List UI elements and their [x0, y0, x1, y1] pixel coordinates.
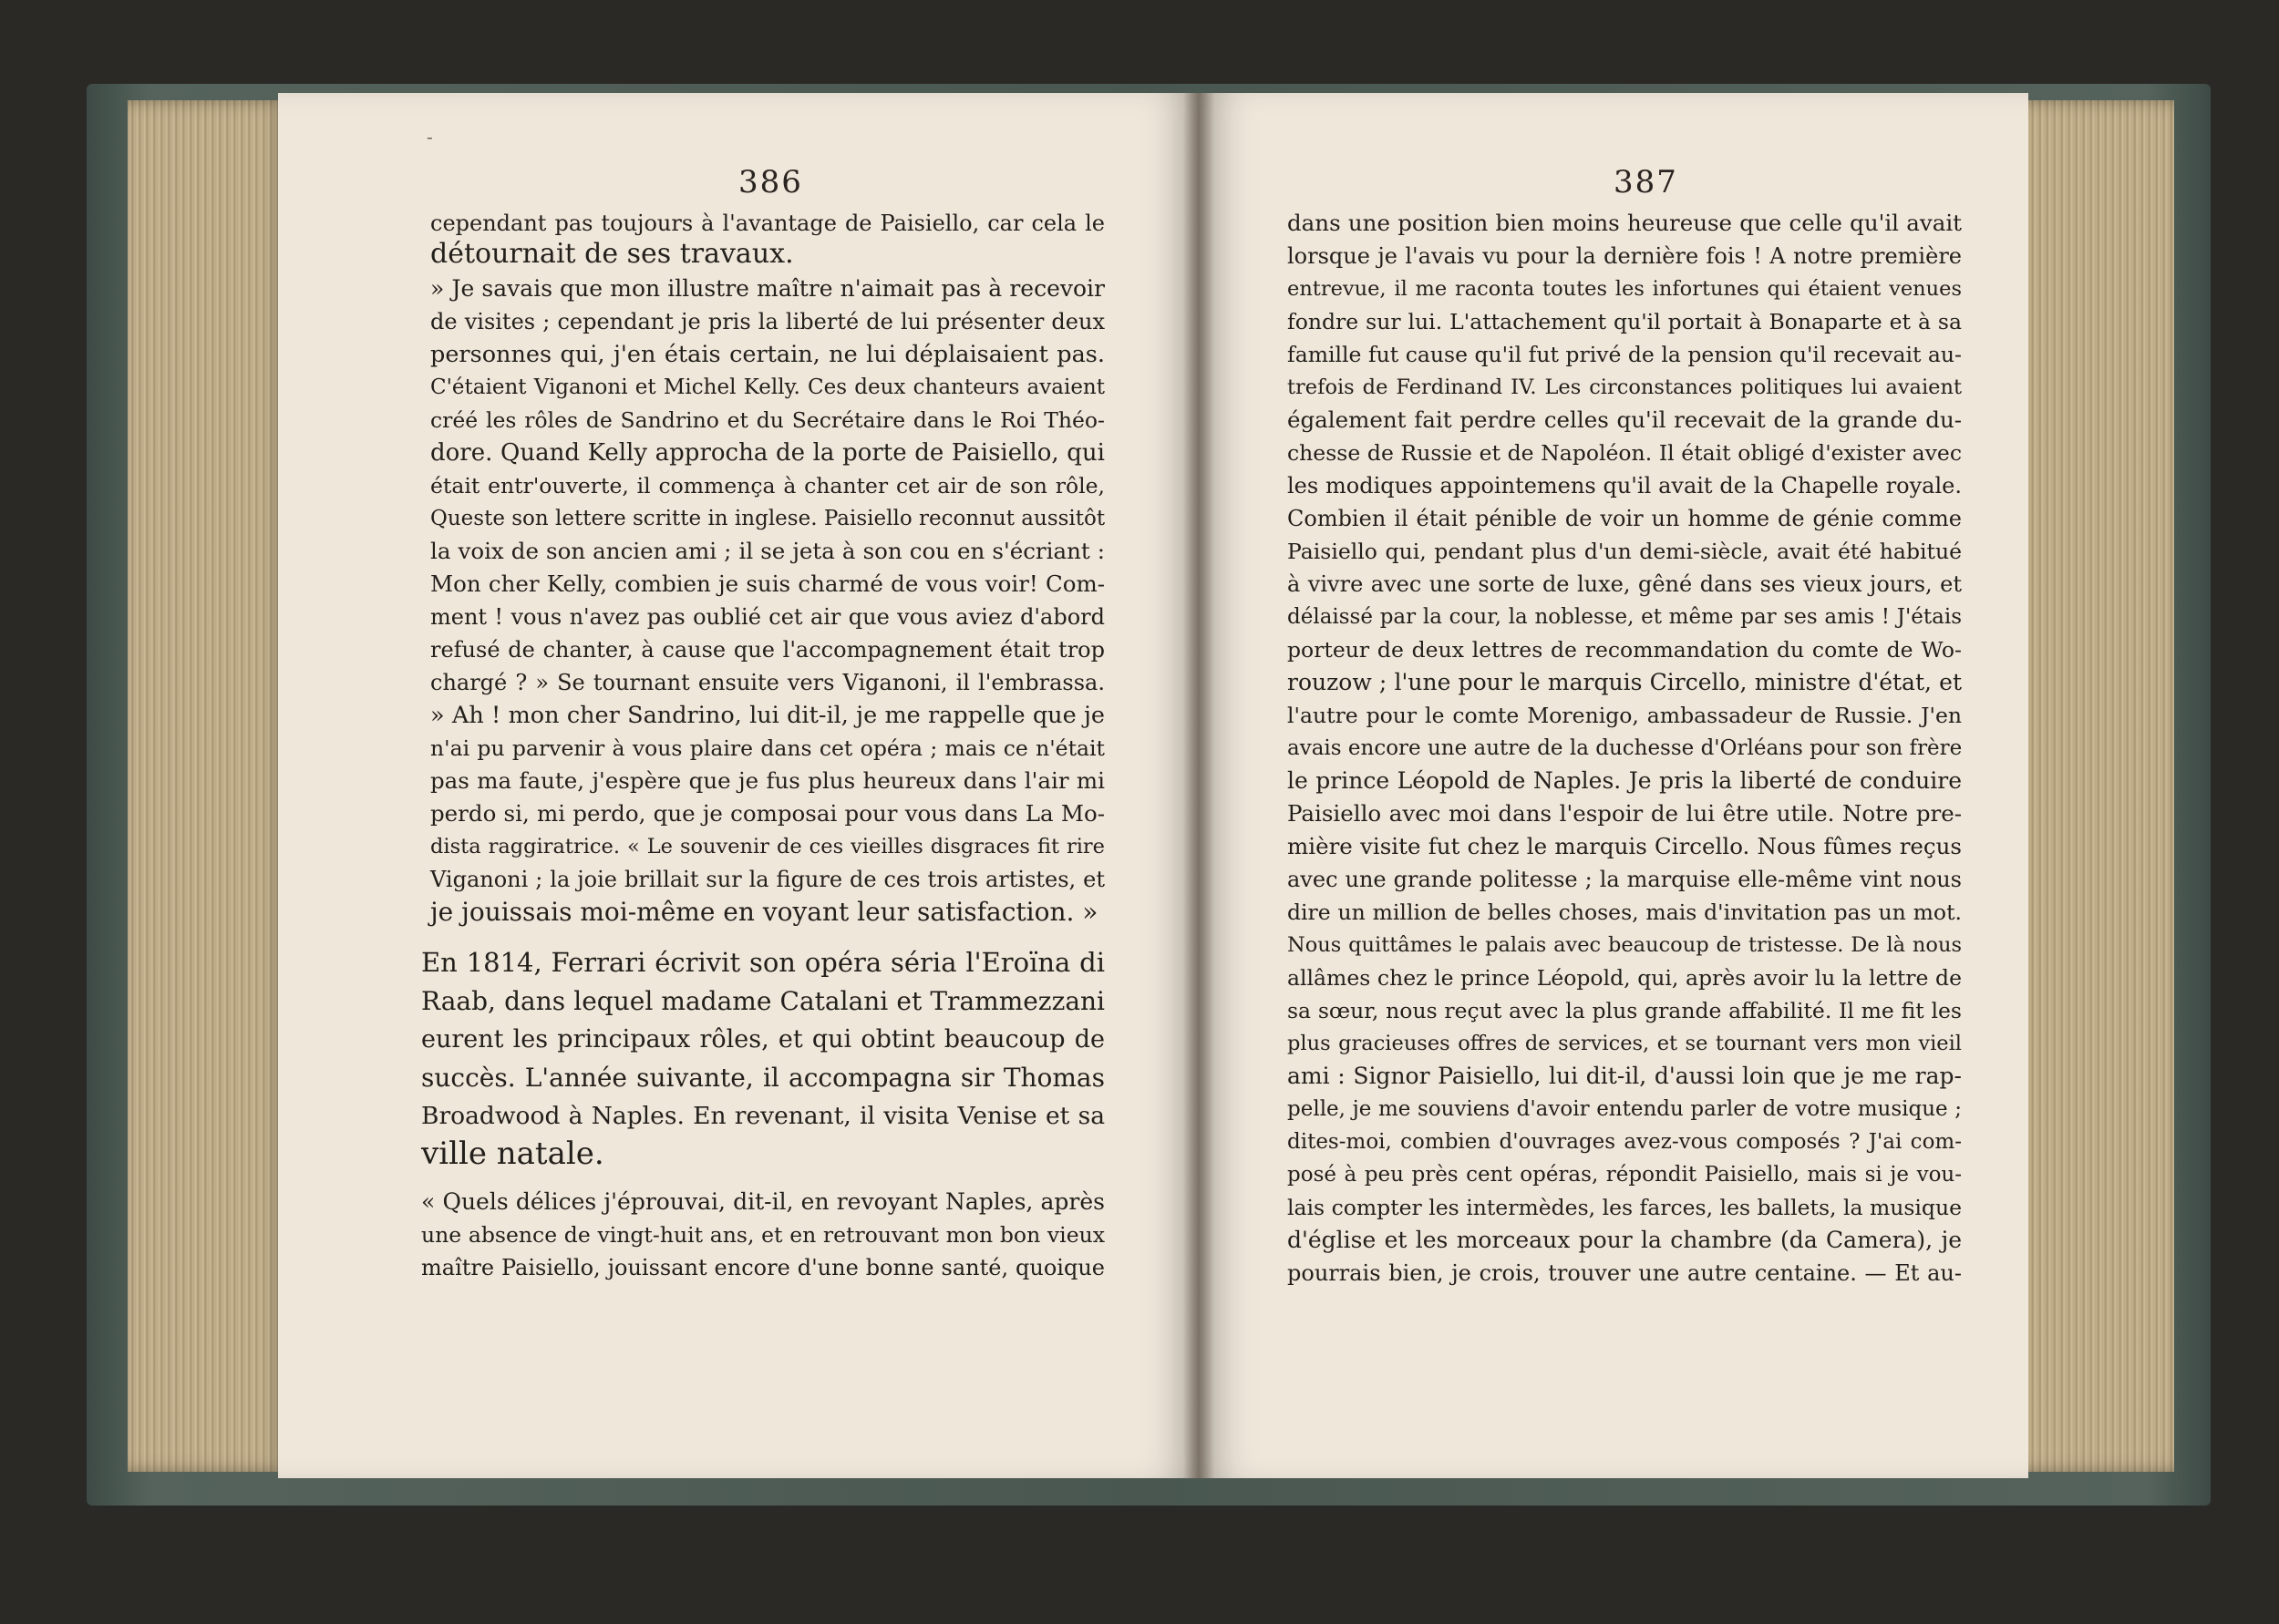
text-line: détournait de ses travaux. — [430, 238, 794, 270]
text-line: chargé ? » Se tournant ensuite vers Viganoni, il l'embrassa. — [430, 670, 1105, 695]
text-line: chesse de Russie et de Napoléon. Il était obligé d'exister avec — [1287, 440, 1962, 466]
right-page-number: 387 — [1614, 164, 1678, 200]
text-line: posé à peu près cent opéras, répondit Paisiello, mais si je vou- — [1287, 1163, 1962, 1187]
text-line: n'ai pu parvenir à vous plaire dans cet opéra ; mais ce n'était — [430, 735, 1105, 761]
text-line: une absence de vingt-huit ans, et en retrouvant mon bon vieux — [421, 1222, 1105, 1248]
text-line: eurent les principaux rôles, et qui obtint beaucoup de — [421, 1025, 1105, 1054]
text-line: maître Paisiello, jouissant encore d'une bonne santé, quoique — [421, 1255, 1105, 1280]
page-mark: - — [427, 126, 433, 148]
page-edges-left — [128, 100, 287, 1472]
text-line: l'autre pour le comte Morenigo, ambassadeur de Russie. J'en — [1287, 703, 1962, 728]
text-line: le prince Léopold de Naples. Je pris la liberté de conduire — [1287, 767, 1962, 794]
text-line: pelle, je me souviens d'avoir entendu parler de votre musique ; — [1287, 1097, 1962, 1121]
text-line: dore. Quand Kelly approcha de la porte de Paisiello, qui — [430, 439, 1105, 467]
text-line: pourrais bien, je crois, trouver une autre centaine. — Et au- — [1287, 1260, 1962, 1286]
text-line: de visites ; cependant je pris la liberté de lui présenter deux — [430, 309, 1105, 334]
text-line: perdo si, mi perdo, que je composai pour vous dans La Mo- — [430, 800, 1105, 827]
text-line: Combien il était pénible de voir un homme de génie comme — [1287, 506, 1962, 531]
text-line: » Je savais que mon illustre maître n'aimait pas à recevoir — [430, 275, 1105, 302]
text-line: créé les rôles de Sandrino et du Secrétaire dans le Roi Théo- — [430, 407, 1105, 433]
text-line: avec une grande politesse ; la marquise elle-même vint nous — [1287, 867, 1962, 892]
text-line: avais encore une autre de la duchesse d'Orléans pour son frère — [1287, 736, 1963, 760]
text-line: mière visite fut chez le marquis Circello. Nous fûmes reçus — [1287, 833, 1962, 859]
text-line: à vivre avec une sorte de luxe, gêné dans ses vieux jours, et — [1287, 571, 1962, 597]
text-line: ville natale. — [421, 1136, 604, 1172]
text-line: refusé de chanter, à cause que l'accompagnement était trop — [430, 637, 1105, 663]
text-line: En 1814, Ferrari écrivit son opéra séria l'Eroïna di — [421, 947, 1105, 978]
text-line: pas ma faute, j'espère que je fus plus heureux dans l'air mi — [430, 767, 1105, 794]
text-line: Raab, dans lequel madame Catalani et Trammezzani — [421, 986, 1105, 1016]
text-line: sa sœur, nous reçut avec la plus grande affabilité. Il me fit les — [1287, 998, 1962, 1023]
text-line: famille fut cause qu'il fut privé de la pension qu'il recevait au- — [1287, 342, 1962, 367]
text-line: trefois de Ferdinand IV. Les circonstances politiques lui avaient — [1287, 375, 1962, 399]
text-line: Paisiello avec moi dans l'espoir de lui être utile. Notre pre- — [1287, 800, 1962, 827]
text-line: rouzow ; l'une pour le marquis Circello, ministre d'état, et — [1287, 669, 1962, 695]
text-line: dista raggiratrice. « Le souvenir de ces vieilles disgraces fit rire — [430, 835, 1105, 858]
text-line: Viganoni ; la joie brillait sur la figure de ces trois artistes, et — [430, 867, 1105, 892]
text-line: fondre sur lui. L'attachement qu'il portait à Bonaparte et à sa — [1287, 309, 1962, 334]
text-line: Broadwood à Naples. En revenant, il visita Venise et sa — [421, 1102, 1105, 1130]
text-line: ami : Signor Paisiello, lui dit-il, d'aussi loin que je me rap- — [1287, 1063, 1962, 1089]
text-line: succès. L'année suivante, il accompagna sir Thomas — [421, 1063, 1105, 1093]
text-line: » Ah ! mon cher Sandrino, lui dit-il, je me rappelle que je — [430, 702, 1105, 729]
text-line: Mon cher Kelly, combien je suis charmé de vous voir! Com- — [430, 570, 1105, 597]
text-line: « Quels délices j'éprouvai, dit-il, en revoyant Naples, après — [421, 1188, 1105, 1215]
text-line: dites-moi, combien d'ouvrages avez-vous composés ? J'ai com- — [1287, 1130, 1962, 1154]
text-line: Paisiello qui, pendant plus d'un demi-siècle, avait été habitué — [1287, 539, 1962, 564]
text-line: plus gracieuses offres de services, et se tournant vers mon vieil — [1287, 1032, 1962, 1055]
text-line: lais compter les intermèdes, les farces, les ballets, la musique — [1287, 1195, 1963, 1220]
text-line: était entr'ouverte, il commença à chanter cet air de son rôle, — [430, 473, 1105, 499]
text-line: je jouissais moi-même en voyant leur satisfaction. » — [430, 897, 1098, 927]
text-line: délaissé par la cour, la noblesse, et même par ses amis ! J'étais — [1287, 605, 1962, 629]
text-line: entrevue, il me raconta toutes les infortunes qui étaient venues — [1287, 277, 1962, 301]
text-line: d'église et les morceaux pour la chambre (da Camera), je — [1287, 1227, 1962, 1253]
text-line: Nous quittâmes le palais avec beaucoup de tristesse. De là nous — [1287, 933, 1962, 957]
text-line: ment ! vous n'avez pas oublié cet air que vous aviez d'abord — [430, 604, 1105, 630]
text-line: les modiques appointemens qu'il avait de la Chapelle royale. — [1287, 473, 1962, 499]
text-line: C'étaient Viganoni et Michel Kelly. Ces deux chanteurs avaient — [430, 375, 1105, 399]
text-line: dire un million de belles choses, mais d'invitation pas un mot. — [1287, 899, 1962, 925]
text-line: allâmes chez le prince Léopold, qui, après avoir lu la lettre de — [1287, 965, 1962, 991]
text-line: dans une position bien moins heureuse que celle qu'il avait — [1287, 210, 1962, 236]
left-page-number: 386 — [738, 164, 803, 200]
text-line: personnes qui, j'en étais certain, ne lui déplaisaient pas. — [430, 341, 1105, 368]
text-line: lorsque je l'avais vu pour la dernière fois ! A notre première — [1287, 243, 1962, 269]
text-line: la voix de son ancien ami ; il se jeta à son cou en s'écriant : — [430, 538, 1105, 564]
text-line: porteur de deux lettres de recommandation du comte de Wo- — [1287, 637, 1962, 663]
text-line: cependant pas toujours à l'avantage de Paisiello, car cela le — [430, 211, 1105, 236]
book-gutter — [1183, 93, 1214, 1478]
text-line: également fait perdre celles qu'il recevait de la grande du- — [1287, 406, 1962, 433]
text-line: Queste son lettere scritte in inglese. Paisiello reconnut aussitôt — [430, 507, 1106, 530]
